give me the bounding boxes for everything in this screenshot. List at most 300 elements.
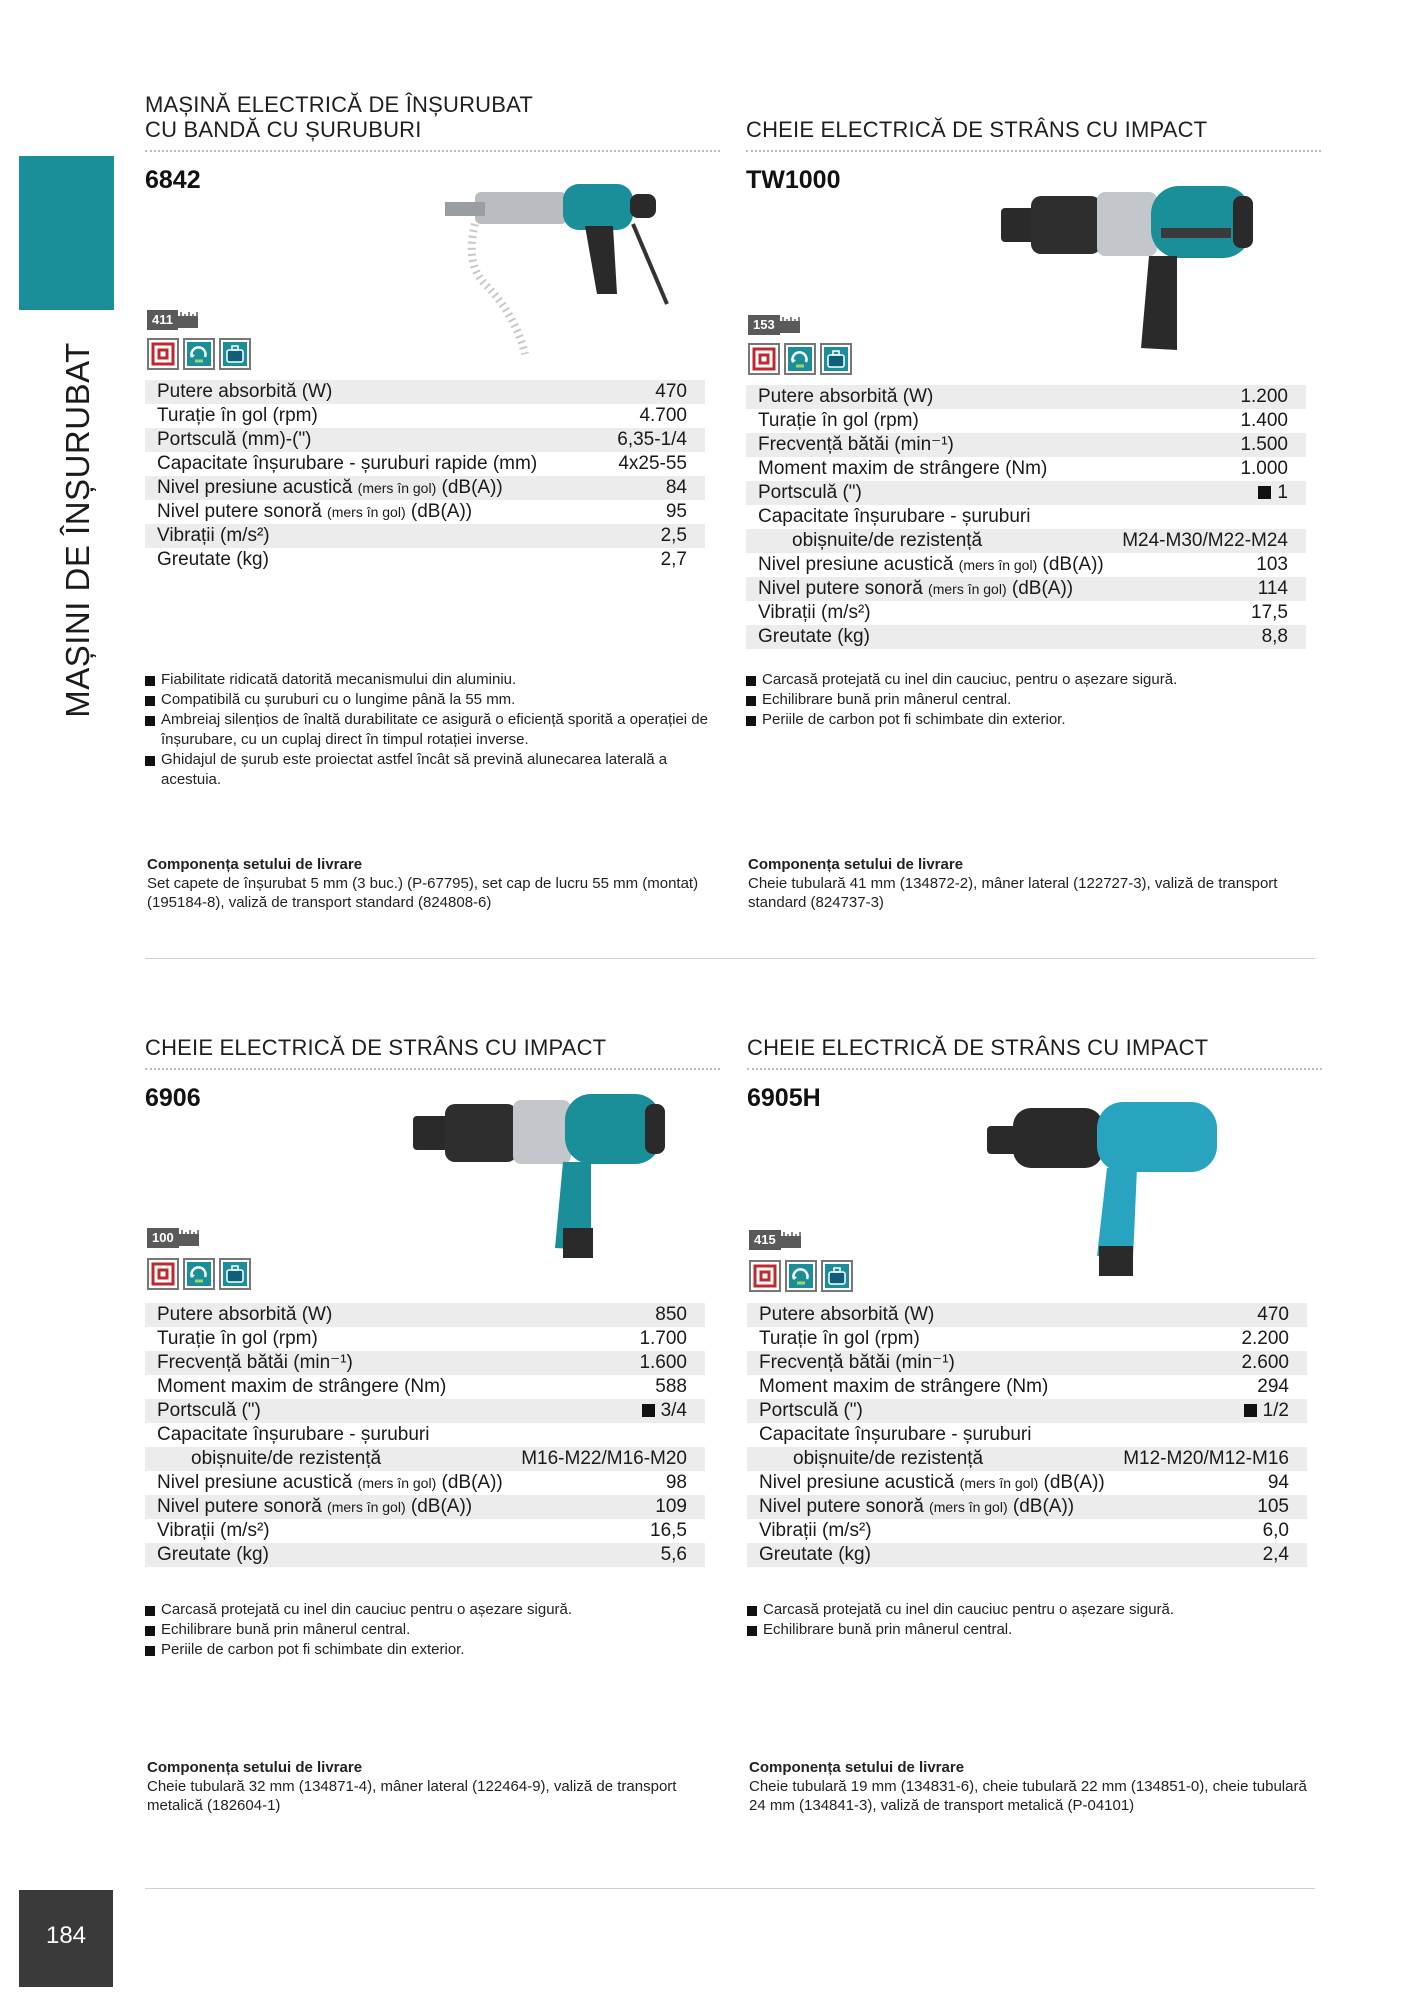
catalog-badge-number: 411 [147,310,178,330]
spec-label [758,625,870,649]
spec-label-text: Capacitate înșurubare - șuruburi [157,1424,430,1445]
spec-label-text: obișnuite/de rezistență [793,1448,984,1469]
spec-value [1256,553,1288,577]
spec-label-text: Portsculă (mm)-(") [157,429,312,450]
spec-value-text: 2,7 [660,549,687,570]
spec-row [746,433,1306,457]
product-model: 6905H [747,1084,821,1112]
spec-row [746,385,1306,409]
spec-value-text: 16,5 [650,1520,687,1541]
section-divider [145,958,1315,959]
spec-label-text: Nivel putere sonoră [758,578,923,599]
spec-value-text: 4.700 [639,405,687,426]
spec-value-text: 2.600 [1241,1352,1289,1373]
spec-row [746,529,1306,553]
spec-label [758,385,933,409]
spec-value-text: M12-M20/M12-M16 [1123,1448,1289,1469]
spec-label-note: (mers în gol) [327,1499,406,1515]
catalog-badge [748,315,800,335]
spec-row [145,1519,705,1543]
tool-image [987,1096,1232,1291]
spec-value-text: 103 [1256,554,1288,575]
spec-row [145,1423,705,1447]
spec-label-note: (mers în gol) [327,504,406,520]
spec-label [157,404,318,428]
spec-row [145,476,705,500]
spec-label-text: Nivel presiune acustică [758,554,954,575]
spec-label-text: Greutate (kg) [758,626,870,647]
ruler-icon [179,1228,199,1248]
spec-row [746,601,1306,625]
spec-label-text: Greutate (kg) [157,549,269,570]
spec-value-text: 17,5 [1251,602,1288,623]
spec-value-text: 109 [655,1496,687,1517]
spec-row [145,380,705,404]
ruler-icon [780,315,800,335]
spec-label-unit: (dB(A)) [441,477,503,498]
spec-label-text: Moment maxim de strângere (Nm) [759,1376,1049,1397]
spec-value [521,1447,687,1471]
spec-label-text: Capacitate înșurubare - șuruburi rapide (mm) [157,453,538,474]
spec-label-text: Frecvență bătăi (min⁻¹) [759,1352,955,1373]
spec-label-text: Greutate (kg) [759,1544,871,1565]
delivery-kit-heading: Componența setului de livrare [748,856,964,873]
catalog-badge-number: 153 [748,315,780,335]
feature-list [746,670,1316,730]
spec-table [145,1303,705,1567]
product-model: 6906 [145,1084,201,1112]
spec-row [747,1471,1307,1495]
spec-row [145,428,705,452]
product-title-line: CHEIE ELECTRICĂ DE STRÂNS CU IMPACT [747,1035,1209,1060]
spec-label [759,1351,955,1375]
spec-value-text: 470 [655,381,687,402]
feature-icons [749,1260,853,1292]
spec-label-unit: (dB(A)) [410,501,473,522]
spec-label [759,1495,1074,1519]
spec-label [759,1447,983,1471]
spec-label-text: Putere absorbită (W) [157,1304,333,1325]
spec-label-text: Portsculă (") [758,482,862,503]
delivery-kit-text: Cheie tubulară 41 mm (134872-2), mâner lateral (122727-3), valiză de transport standard (824737-3) [748,875,1278,911]
feature-item: Compatibilă cu șuruburi cu o lungime până la 55 mm. [145,690,715,710]
spec-value-text: 1/2 [1262,1400,1289,1421]
spec-label-text: Putere absorbită (W) [759,1304,935,1325]
spec-value [650,1519,687,1543]
spec-value-text: 94 [1267,1472,1289,1493]
product-model: 6842 [145,166,201,194]
spec-value [1123,1447,1289,1471]
spec-row [145,1447,705,1471]
spec-label-note: (mers în gol) [357,480,437,496]
product-6906 [145,1008,720,1814]
spec-label-text: Turație în gol (rpm) [157,405,318,426]
reversible-rotation-icon [183,1258,215,1290]
spec-value [1257,1495,1289,1519]
spec-label [157,1495,472,1519]
spec-value [1258,481,1288,505]
spec-value [618,452,687,476]
spec-label-unit: (dB(A)) [1012,1496,1075,1517]
product-title [746,117,1207,142]
feature-item: Echilibrare bună prin mânerul central. [747,1620,1317,1640]
spec-value [666,476,687,500]
feature-item: Carcasă protejată cu inel din cauciuc, pentru o așezare sigură. [746,670,1316,690]
spec-value [1262,625,1288,649]
feature-item: Periile de carbon pot fi schimbate din exterior. [145,1640,715,1660]
product-model: TW1000 [746,166,841,194]
spec-label [759,1327,920,1351]
spec-label [157,1543,269,1567]
catalog-badge [749,1230,801,1250]
spec-value [642,1399,687,1423]
spec-row [747,1423,1307,1447]
spec-label-note: (mers în gol) [357,1475,437,1491]
spec-label-text: Frecvență bătăi (min⁻¹) [157,1352,353,1373]
section-color-tab [19,156,114,310]
spec-label-text: Vibrații (m/s²) [759,1520,872,1541]
spec-label [157,1375,446,1399]
spec-label [759,1543,871,1567]
spec-row [747,1495,1307,1519]
catalog-badge [147,310,198,330]
spec-label-text: obișnuite/de rezistență [792,530,983,551]
spec-label [759,1423,1031,1447]
spec-label [758,553,1104,577]
product-title [747,1035,1208,1060]
reversible-rotation-icon [784,343,816,375]
tool-image [1001,178,1266,378]
feature-item: Echilibrare bună prin mânerul central. [145,1620,715,1640]
spec-label-note: (mers în gol) [959,1475,1039,1491]
double-insulation-icon [749,1260,781,1292]
spec-table [747,1303,1307,1567]
delivery-kit [749,1758,1314,1815]
spec-label [157,380,332,404]
product-title-line: CHEIE ELECTRICĂ DE STRÂNS CU IMPACT [145,1035,607,1060]
spec-row [145,1543,705,1567]
spec-row [747,1303,1307,1327]
spec-label-text: Nivel presiune acustică [759,1472,955,1493]
spec-label-text: Portsculă (") [759,1400,863,1421]
feature-item: Ambreiaj silențios de înaltă durabilitate ce asigură o eficiență sporită a operației de înșurubare, cu un cuplaj direct în timpul rotației inverse. [145,710,715,750]
double-insulation-icon [147,338,179,370]
delivery-kit [147,1758,712,1815]
spec-label-text: Greutate (kg) [157,1544,269,1565]
catalog-badge-number: 415 [749,1230,781,1250]
spec-row [746,481,1306,505]
spec-value [1241,1351,1289,1375]
spec-row [746,553,1306,577]
delivery-kit-heading: Componența setului de livrare [147,1759,363,1776]
spec-value [1257,1375,1289,1399]
bottom-divider [145,1888,1315,1889]
spec-row [746,625,1306,649]
spec-row [145,404,705,428]
spec-row [145,1303,705,1327]
spec-value [1258,577,1288,601]
spec-row [145,500,705,524]
spec-value [1251,601,1288,625]
title-dotted-rule [145,1068,720,1070]
spec-value-text: 95 [665,501,687,522]
spec-row [747,1399,1307,1423]
spec-label [759,1375,1048,1399]
ruler-icon [178,310,198,330]
feature-list [747,1600,1317,1640]
spec-value [1122,529,1288,553]
spec-label-text: Nivel putere sonoră [759,1496,924,1517]
product-title-line: CHEIE ELECTRICĂ DE STRÂNS CU IMPACT [746,117,1208,142]
spec-label-text: Putere absorbită (W) [157,381,333,402]
spec-row [747,1327,1307,1351]
spec-label [758,505,1030,529]
product-title-line: CU BANDĂ CU ȘURUBURI [145,117,422,142]
spec-label [759,1519,872,1543]
spec-value-text: 8,8 [1261,626,1288,647]
spec-value-text: 850 [655,1304,687,1325]
spec-value-text: 114 [1257,578,1288,599]
spec-table [145,380,705,572]
product-6905h [747,1008,1322,1814]
delivery-kit-heading: Componența setului de livrare [147,856,363,873]
spec-value-text: 1.200 [1240,386,1288,407]
spec-label [157,1327,318,1351]
spec-label-unit: (dB(A)) [410,1496,473,1517]
spec-value-text: 588 [655,1376,687,1397]
spec-label [758,409,919,433]
spec-label [157,1423,429,1447]
feature-item: Carcasă protejată cu inel din cauciuc pentru o așezare sigură. [747,1600,1317,1620]
ruler-icon [781,1230,801,1250]
spec-value [1240,385,1288,409]
reversible-rotation-icon [785,1260,817,1292]
spec-label [157,500,472,524]
spec-value [639,404,687,428]
spec-label-text: Turație în gol (rpm) [758,410,919,431]
title-dotted-rule [145,150,720,152]
title-dotted-rule [747,1068,1322,1070]
spec-value-text: 2,5 [660,525,687,546]
spec-label-unit: (dB(A)) [1042,554,1104,575]
spec-label [758,433,954,457]
spec-label [759,1399,863,1423]
spec-label [157,452,537,476]
square-drive-icon [1258,486,1271,499]
feature-item: Ghidajul de șurub este proiectat astfel încât să prevină alunecarea laterală a acestuia. [145,750,715,790]
spec-label-note: (mers în gol) [958,557,1038,573]
spec-value [1263,1519,1289,1543]
spec-row [145,1399,705,1423]
spec-value-text: 1.500 [1240,434,1288,455]
spec-label [759,1303,934,1327]
delivery-kit-heading: Componența setului de livrare [749,1759,965,1776]
spec-row [145,1327,705,1351]
spec-table [746,385,1306,649]
spec-value [639,1351,687,1375]
product-title [145,92,533,142]
spec-label-text: Capacitate înșurubare - șuruburi [758,506,1031,527]
spec-label-unit: (dB(A)) [441,1472,503,1493]
spec-value-text: 4x25-55 [618,453,687,474]
spec-value [655,1375,687,1399]
spec-value-text: 470 [1257,1304,1289,1325]
spec-row [747,1375,1307,1399]
square-drive-icon [642,1404,655,1417]
spec-label-text: Portsculă (") [157,1400,261,1421]
spec-label-text: Vibrații (m/s²) [157,525,270,546]
spec-value [655,380,687,404]
spec-label-note: (mers în gol) [929,1499,1008,1515]
feature-list [145,1600,715,1660]
feature-icons [147,1258,251,1290]
carry-case-icon [821,1260,853,1292]
spec-row [747,1519,1307,1543]
spec-value [1244,1399,1289,1423]
spec-value [1240,433,1288,457]
feature-item: Carcasă protejată cu inel din cauciuc pentru o așezare sigură. [145,1600,715,1620]
section-title: MAȘINI DE ÎNȘURUBAT [59,342,96,718]
spec-label [157,1519,270,1543]
spec-row [145,452,705,476]
spec-value [1263,1543,1289,1567]
catalog-badge-number: 100 [147,1228,179,1248]
carry-case-icon [219,1258,251,1290]
spec-value-text: 2,4 [1262,1544,1289,1565]
spec-label-unit: (dB(A)) [1043,1472,1105,1493]
spec-label [157,1447,381,1471]
spec-label-text: Capacitate înșurubare - șuruburi [759,1424,1032,1445]
spec-label-text: Frecvență bătăi (min⁻¹) [758,434,954,455]
spec-value-text: 84 [665,477,687,498]
delivery-kit [748,855,1313,912]
spec-value [661,1543,687,1567]
spec-value-text: 5,6 [660,1544,687,1565]
spec-value-text: 1.400 [1240,410,1288,431]
spec-value-text: 1.600 [639,1352,687,1373]
title-dotted-rule [746,150,1321,152]
spec-label [157,1399,261,1423]
feature-item: Echilibrare bună prin mânerul central. [746,690,1316,710]
tool-image [445,174,675,379]
spec-label [157,1351,353,1375]
spec-value [1241,1327,1289,1351]
spec-label [758,457,1047,481]
spec-label-note: (mers în gol) [928,581,1007,597]
square-drive-icon [1244,1404,1257,1417]
spec-label-text: Moment maxim de strângere (Nm) [157,1376,447,1397]
spec-label-text: Turație în gol (rpm) [759,1328,920,1349]
spec-label-text: Turație în gol (rpm) [157,1328,318,1349]
spec-value [661,548,687,572]
delivery-kit [147,855,712,912]
spec-value [1240,457,1288,481]
spec-value [617,428,687,452]
feature-icons [147,338,251,370]
spec-label-text: Moment maxim de strângere (Nm) [758,458,1048,479]
spec-value-text: 1 [1277,482,1288,503]
spec-label [758,601,871,625]
spec-label [758,529,982,553]
page-number: 184 [45,1922,87,1949]
delivery-kit-text: Cheie tubulară 19 mm (134831-6), cheie tubulară 22 mm (134851-0), cheie tubulară 24 mm (134841-3), valiză de transport metalică (P-04101) [749,1778,1307,1814]
spec-value-text: 1.700 [639,1328,687,1349]
spec-label [157,524,270,548]
spec-row [145,1495,705,1519]
spec-value-text: M24-M30/M22-M24 [1122,530,1288,551]
product-tw1000 [746,90,1321,911]
double-insulation-icon [748,343,780,375]
spec-value [1257,1303,1289,1327]
carry-case-icon [219,338,251,370]
catalog-badge [147,1228,199,1248]
tool-image [413,1088,673,1283]
product-title [145,1035,606,1060]
spec-label-text: obișnuite/de rezistență [191,1448,382,1469]
spec-label-text: Nivel putere sonoră [157,1496,322,1517]
spec-row [746,409,1306,433]
page-number-box [19,1890,113,1987]
double-insulation-icon [147,1258,179,1290]
spec-row [145,1351,705,1375]
feature-icons [748,343,852,375]
spec-value [666,500,687,524]
spec-value-text: M16-M22/M16-M20 [521,1448,687,1469]
spec-label [758,481,862,505]
spec-label-text: Nivel presiune acustică [157,477,353,498]
spec-value [661,524,687,548]
spec-label-text: Nivel presiune acustică [157,1472,353,1493]
spec-row [145,548,705,572]
spec-value-text: 2.200 [1241,1328,1289,1349]
spec-value-text: 105 [1257,1496,1289,1517]
spec-label-text: Nivel putere sonoră [157,501,322,522]
spec-label-text: Putere absorbită (W) [758,386,934,407]
spec-row [746,457,1306,481]
carry-case-icon [820,343,852,375]
spec-value-text: 98 [665,1472,687,1493]
spec-value-text: 6,35-1/4 [617,429,687,450]
product-6842 [145,90,720,911]
spec-label [157,1471,503,1495]
spec-value [639,1327,687,1351]
spec-value [1268,1471,1289,1495]
spec-row [746,505,1306,529]
spec-label [157,428,312,452]
spec-label-unit: (dB(A)) [1011,578,1074,599]
feature-list [145,670,715,790]
spec-row [747,1543,1307,1567]
spec-value [655,1303,687,1327]
spec-label [157,548,269,572]
spec-value [655,1495,687,1519]
spec-value-text: 6,0 [1262,1520,1289,1541]
spec-value-text: 3/4 [660,1400,687,1421]
spec-label-text: Vibrații (m/s²) [758,602,871,623]
spec-value-text: 1.000 [1240,458,1288,479]
delivery-kit-text: Set capete de înșurubat 5 mm (3 buc.) (P-67795), set cap de lucru 55 mm (montat) (195184-8), valiză de transport standard (824808-6) [147,875,699,911]
product-title-line: MAȘINĂ ELECTRICĂ DE ÎNȘURUBAT [145,92,534,117]
spec-label [157,476,503,500]
reversible-rotation-icon [183,338,215,370]
spec-row [746,577,1306,601]
spec-row [145,524,705,548]
spec-label-text: Vibrații (m/s²) [157,1520,270,1541]
spec-label [758,577,1073,601]
spec-row [145,1375,705,1399]
spec-value [666,1471,687,1495]
feature-item: Periile de carbon pot fi schimbate din exterior. [746,710,1316,730]
